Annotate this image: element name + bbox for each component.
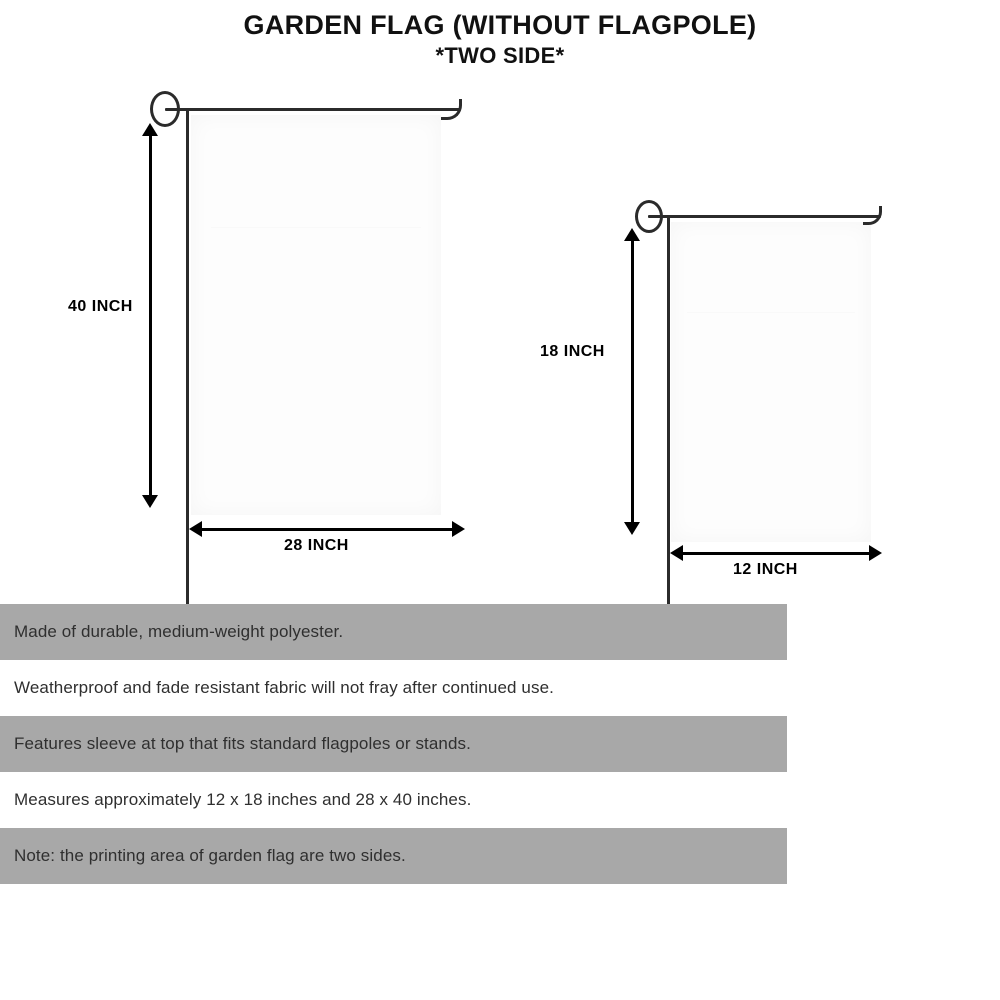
- list-item: [0, 604, 787, 660]
- list-item: [0, 772, 787, 828]
- small-flag-height-dimension-line: [631, 237, 634, 527]
- page-title: [0, 8, 1000, 70]
- feature-list: [0, 604, 787, 884]
- large-flag-width-arrow-left: [189, 521, 202, 537]
- small-flag-height-arrow-bottom: [624, 522, 640, 535]
- title-secondary: *TWO SIDE*: [435, 43, 565, 68]
- large-flag-width-label: 28 INCH: [284, 537, 349, 554]
- large-flag-pole-hook-icon: [441, 99, 462, 120]
- large-flag-height-label: 40 INCH: [68, 298, 133, 315]
- small-flag-width-arrow-right: [869, 545, 882, 561]
- large-flag-width-dimension-line: [198, 528, 456, 531]
- feature-text: Made of durable, medium-weight polyester.: [14, 622, 344, 641]
- feature-text: Measures approximately 12 x 18 inches and 28 x 40 inches.: [14, 790, 472, 809]
- title-primary: GARDEN FLAG (WITHOUT FLAGPOLE): [243, 10, 757, 40]
- small-flag-height-arrow-top: [624, 228, 640, 241]
- large-flag-pole-arm: [165, 108, 460, 111]
- small-flag-cloth: [671, 222, 871, 542]
- feature-text: Note: the printing area of garden flag are two sides.: [14, 846, 406, 865]
- large-flag-width-arrow-right: [452, 521, 465, 537]
- small-flag-width-dimension-line: [679, 552, 873, 555]
- large-flag-height-arrow-bottom: [142, 495, 158, 508]
- feature-text: Features sleeve at top that fits standard flagpoles or stands.: [14, 734, 471, 753]
- list-item: [0, 660, 787, 716]
- small-flag-width-label: 12 INCH: [733, 561, 798, 578]
- small-flag-width-arrow-left: [670, 545, 683, 561]
- small-flag-height-label: 18 INCH: [540, 343, 605, 360]
- feature-text: Weatherproof and fade resistant fabric will not fray after continued use.: [14, 678, 554, 697]
- large-flag-height-arrow-top: [142, 123, 158, 136]
- list-item: [0, 716, 787, 772]
- large-flag-cloth: [191, 115, 441, 515]
- large-flag-height-dimension-line: [149, 132, 152, 500]
- small-flag-pole-arm: [648, 215, 881, 218]
- small-flag-pole-hook-icon: [863, 206, 882, 225]
- list-item: [0, 828, 787, 884]
